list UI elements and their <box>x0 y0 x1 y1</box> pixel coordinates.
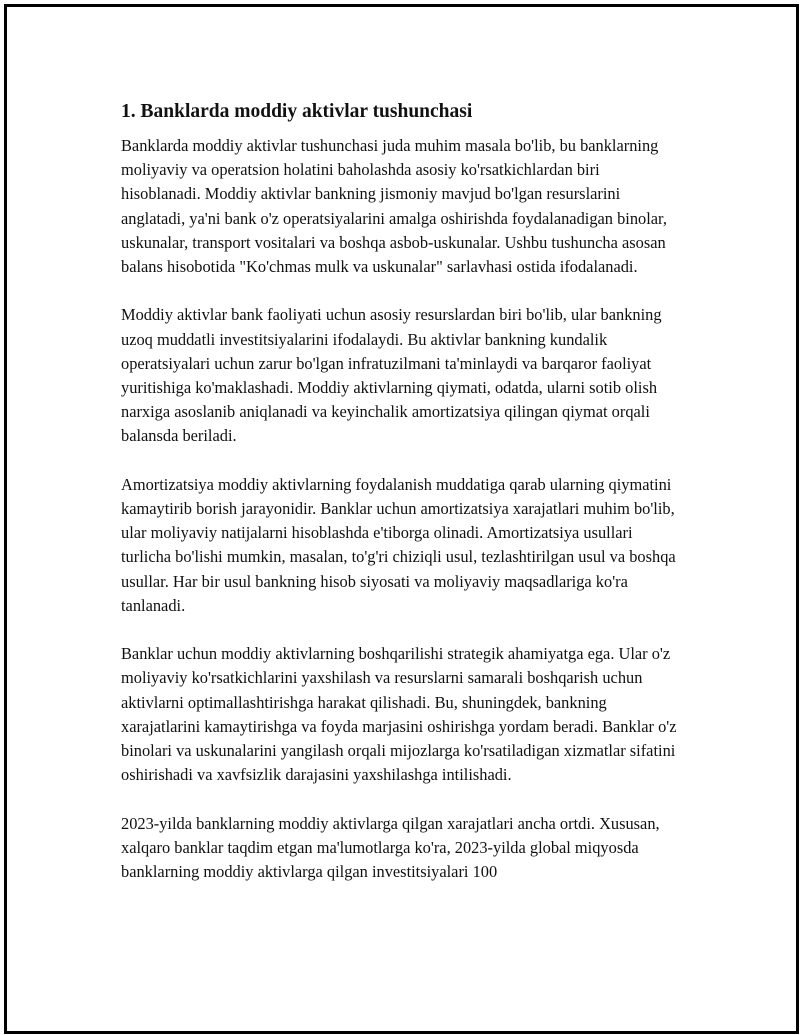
section-heading: 1. Banklarda moddiy aktivlar tushunchasi <box>121 101 473 122</box>
document-body <box>121 99 681 908</box>
paragraph-3: Amortizatsiya moddiy aktivlarning foydalanish muddatiga qarab ularning qiymatini kamaytirib borish jarayonidir. Banklar uchun amortizatsiya xarajatlari muhim bo'lib, ular moliyaviy natijalarni hisoblashda e'tiborga olinadi. Amortizatsiya usullari turlicha bo'lishi mumkin, masalan, to'g'ri chiziqli usul, tezlashtirilgan usul va boshqa usullar. Har bir usul bankning hisob siyosati va moliyaviy maqsadlariga ko'ra tanlanadi. <box>121 474 676 615</box>
paragraph-5: 2023-yilda banklarning moddiy aktivlarga qilgan xarajatlari ancha ortdi. Xususan, xalqaro banklar taqdim etgan ma'lumotlarga ko'ra, 2023-yilda global miqyosda banklarning moddiy aktivlarga qilgan investitsiyalari 100 <box>121 813 660 882</box>
paragraph-2: Moddiy aktivlar bank faoliyati uchun asosiy resurslardan biri bo'lib, ular bankning uzoq muddatli investitsiyalarini ifodalaydi. Bu aktivlar bankning kundalik operatsiyalari uchun zarur bo'lgan infratuzilmani ta'minlaydi va barqaror faoliyat yuritishiga ko'maklashadi. Moddiy aktivlarning qiymati, odatda, ularni sotib olish narxiga asoslanib aniqlanadi va keyinchalik amortizatsiya qilingan qiymat orqali balansda beriladi. <box>121 305 662 446</box>
paragraph-4: Banklar uchun moddiy aktivlarning boshqarilishi strategik ahamiyatga ega. Ular o'z moliyaviy ko'rsatkichlarini yaxshilash va resurslarni samarali boshqarish uchun aktivlarni optimallashtirishga harakat qilishadi. Bu, shuningdek, bankning xarajatlarini kamaytirishga va foyda marjasini oshirishga yordam beradi. Banklar o'z binolari va uskunalarini yangilash orqali mijozlarga ko'rsatiladigan xizmatlar sifatini oshirishadi va xavfsizlik darajasini yaxshilashga intilishadi. <box>121 644 677 785</box>
paragraph-1: Banklarda moddiy aktivlar tushunchasi juda muhim masala bo'lib, bu banklarning moliyaviy va operatsion holatini baholashda asosiy ko'rsatkichlardan biri hisoblanadi. Moddiy aktivlar bankning jismoniy mavjud bo'lgan resurslarini anglatadi, ya'ni bank o'z operatsiyalarini amalga oshirishda foydalanadigan binolar, uskunalar, transport vositalari va boshqa asbob-uskunalar. Ushbu tushuncha asosan balans hisobotida "Ko'chmas mulk va uskunalar" sarlavhasi ostida ifodalanadi. <box>121 136 667 277</box>
page-frame <box>4 4 799 1034</box>
